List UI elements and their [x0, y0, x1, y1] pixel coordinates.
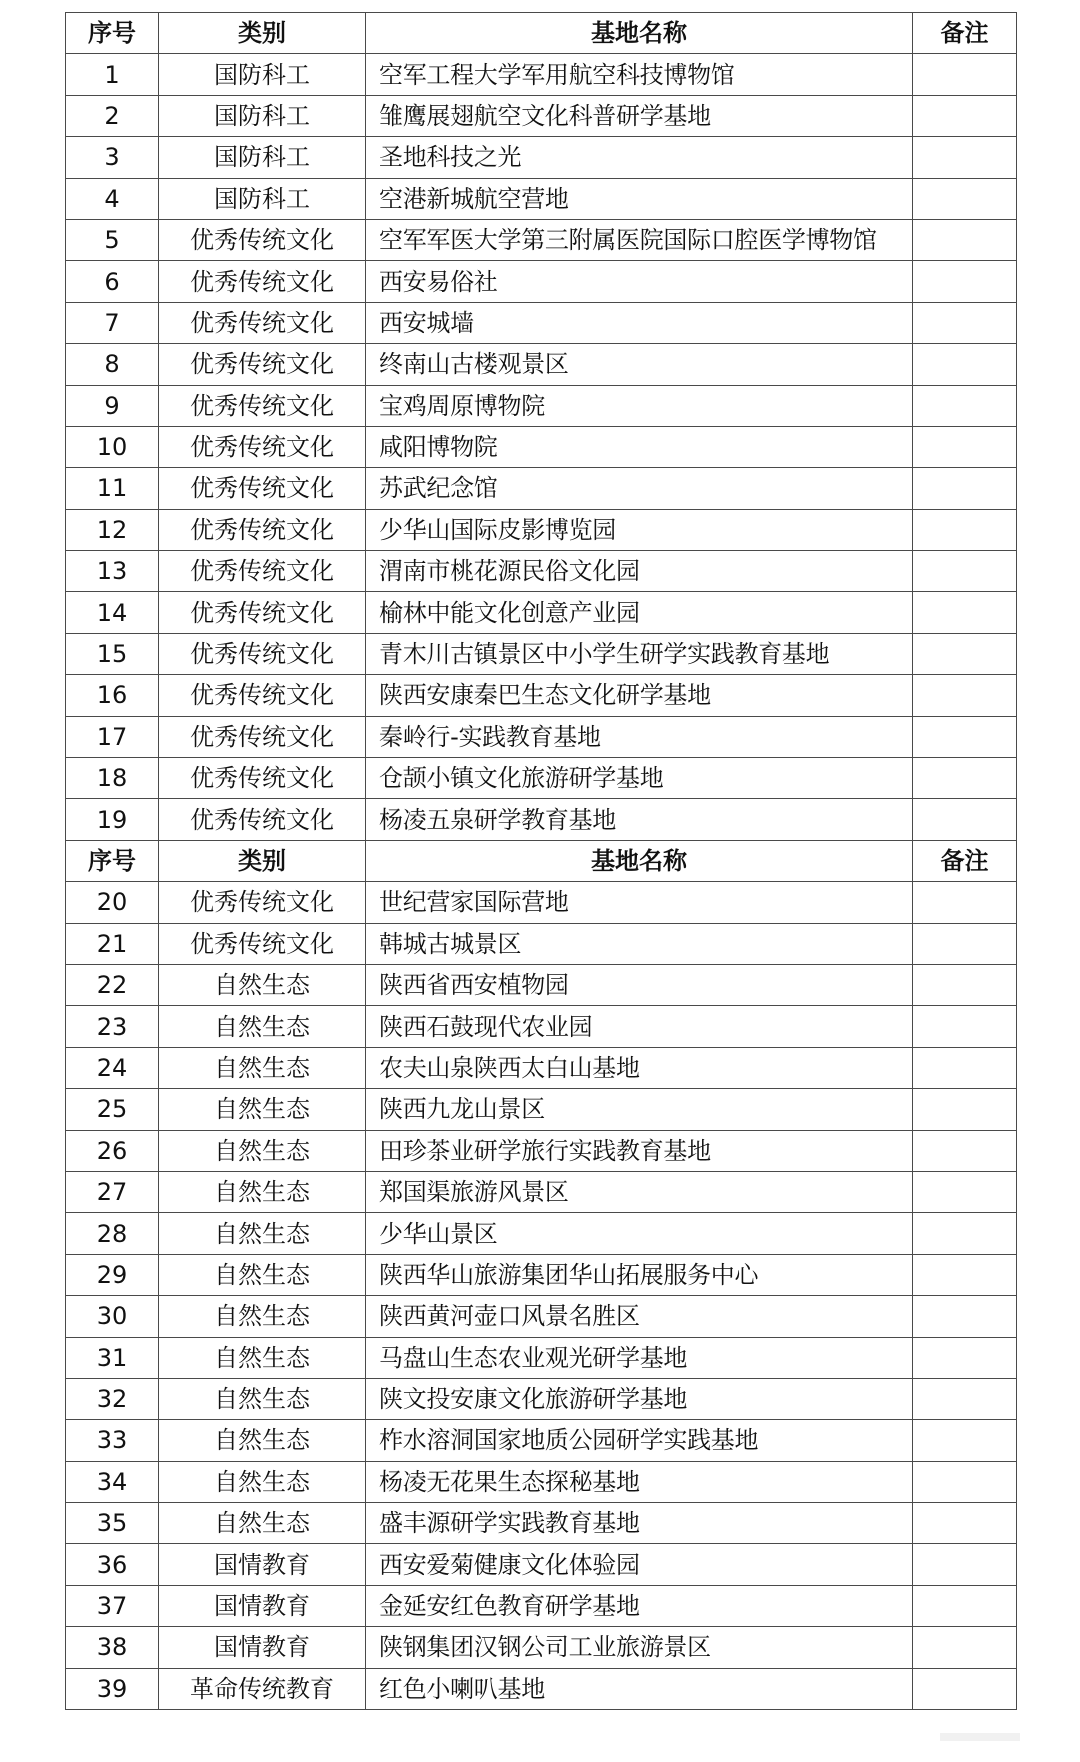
- row-number: 38: [66, 1627, 159, 1668]
- row-number: 20: [66, 882, 159, 923]
- header-name: 基地名称: [366, 840, 913, 881]
- table-row: [66, 1544, 1017, 1585]
- header-category: 类别: [159, 13, 366, 54]
- row-category: 优秀传统文化: [159, 716, 366, 757]
- row-category: 优秀传统文化: [159, 799, 366, 840]
- row-category: 革命传统教育: [159, 1668, 366, 1709]
- row-note: [913, 551, 1017, 592]
- row-note: [913, 1089, 1017, 1130]
- header-no: 序号: [66, 13, 159, 54]
- table-row: [66, 509, 1017, 550]
- row-category: 优秀传统文化: [159, 509, 366, 550]
- row-number: 23: [66, 1006, 159, 1047]
- row-category: 自然生态: [159, 1006, 366, 1047]
- row-category: 国防科工: [159, 54, 366, 95]
- row-category: 自然生态: [159, 1461, 366, 1502]
- table-row: [66, 1006, 1017, 1047]
- table-row: [66, 426, 1017, 467]
- row-note: [913, 633, 1017, 674]
- row-number: 17: [66, 716, 159, 757]
- row-base-name: 杨凌无花果生态探秘基地: [366, 1461, 913, 1502]
- table-row: [66, 1089, 1017, 1130]
- table-row: [66, 302, 1017, 343]
- table-row: [66, 1254, 1017, 1295]
- table-row: [66, 1130, 1017, 1171]
- table-row: [66, 1585, 1017, 1626]
- row-base-name: 陕西九龙山景区: [366, 1089, 913, 1130]
- table-row: [66, 882, 1017, 923]
- row-note: [913, 1668, 1017, 1709]
- table-body: [66, 13, 1017, 1710]
- row-note: [913, 426, 1017, 467]
- table-row: [66, 1171, 1017, 1212]
- row-note: [913, 219, 1017, 260]
- row-category: 自然生态: [159, 1213, 366, 1254]
- row-base-name: 陕西省西安植物园: [366, 964, 913, 1005]
- row-base-name: 空军军医大学第三附属医院国际口腔医学博物馆: [366, 219, 913, 260]
- row-base-name: 马盘山生态农业观光研学基地: [366, 1337, 913, 1378]
- header-name: 基地名称: [366, 13, 913, 54]
- row-category: 国情教育: [159, 1544, 366, 1585]
- table-row: [66, 1461, 1017, 1502]
- row-category: 优秀传统文化: [159, 592, 366, 633]
- table-row: [66, 675, 1017, 716]
- row-number: 4: [66, 178, 159, 219]
- row-note: [913, 1378, 1017, 1419]
- row-base-name: 杨凌五泉研学教育基地: [366, 799, 913, 840]
- table-row: [66, 1296, 1017, 1337]
- row-category: 自然生态: [159, 1130, 366, 1171]
- row-base-name: 青木川古镇景区中小学生研学实践教育基地: [366, 633, 913, 674]
- row-base-name: 终南山古楼观景区: [366, 344, 913, 385]
- table-row: [66, 1503, 1017, 1544]
- row-note: [913, 799, 1017, 840]
- row-note: [913, 509, 1017, 550]
- row-number: 7: [66, 302, 159, 343]
- row-base-name: 陕西黄河壶口风景名胜区: [366, 1296, 913, 1337]
- row-base-name: 宝鸡周原博物院: [366, 385, 913, 426]
- row-category: 自然生态: [159, 1254, 366, 1295]
- row-note: [913, 385, 1017, 426]
- table-row: [66, 468, 1017, 509]
- row-base-name: 陕西石鼓现代农业园: [366, 1006, 913, 1047]
- row-base-name: 柞水溶洞国家地质公园研学实践基地: [366, 1420, 913, 1461]
- row-note: [913, 1213, 1017, 1254]
- row-base-name: 红色小喇叭基地: [366, 1668, 913, 1709]
- row-note: [913, 1627, 1017, 1668]
- header-row-repeat: [66, 840, 1017, 881]
- row-base-name: 少华山景区: [366, 1213, 913, 1254]
- row-base-name: 西安城墙: [366, 302, 913, 343]
- row-number: 9: [66, 385, 159, 426]
- row-note: [913, 261, 1017, 302]
- row-category: 优秀传统文化: [159, 468, 366, 509]
- row-base-name: 空港新城航空营地: [366, 178, 913, 219]
- header-row: [66, 13, 1017, 54]
- row-base-name: 陕文投安康文化旅游研学基地: [366, 1378, 913, 1419]
- row-note: [913, 716, 1017, 757]
- watermark: [940, 1733, 1020, 1741]
- row-category: 国防科工: [159, 95, 366, 136]
- row-note: [913, 137, 1017, 178]
- row-base-name: 空军工程大学军用航空科技博物馆: [366, 54, 913, 95]
- row-number: 30: [66, 1296, 159, 1337]
- row-number: 3: [66, 137, 159, 178]
- row-number: 31: [66, 1337, 159, 1378]
- row-number: 10: [66, 426, 159, 467]
- row-note: [913, 1047, 1017, 1088]
- row-category: 优秀传统文化: [159, 633, 366, 674]
- row-note: [913, 1420, 1017, 1461]
- row-category: 优秀传统文化: [159, 219, 366, 260]
- row-number: 28: [66, 1213, 159, 1254]
- row-note: [913, 1254, 1017, 1295]
- row-category: 优秀传统文化: [159, 385, 366, 426]
- table-row: [66, 1047, 1017, 1088]
- row-category: 优秀传统文化: [159, 551, 366, 592]
- row-base-name: 陕钢集团汉钢公司工业旅游景区: [366, 1627, 913, 1668]
- table-row: [66, 54, 1017, 95]
- row-category: 自然生态: [159, 1378, 366, 1419]
- header-note: 备注: [913, 840, 1017, 881]
- row-category: 自然生态: [159, 1420, 366, 1461]
- row-number: 35: [66, 1503, 159, 1544]
- row-number: 21: [66, 923, 159, 964]
- row-base-name: 秦岭行-实践教育基地: [366, 716, 913, 757]
- row-number: 25: [66, 1089, 159, 1130]
- row-category: 国情教育: [159, 1585, 366, 1626]
- header-category: 类别: [159, 840, 366, 881]
- row-number: 36: [66, 1544, 159, 1585]
- row-category: 优秀传统文化: [159, 882, 366, 923]
- row-number: 19: [66, 799, 159, 840]
- row-number: 24: [66, 1047, 159, 1088]
- row-base-name: 圣地科技之光: [366, 137, 913, 178]
- table-row: [66, 1337, 1017, 1378]
- row-base-name: 少华山国际皮影博览园: [366, 509, 913, 550]
- row-note: [913, 882, 1017, 923]
- row-note: [913, 468, 1017, 509]
- row-category: 优秀传统文化: [159, 675, 366, 716]
- row-note: [913, 758, 1017, 799]
- row-note: [913, 302, 1017, 343]
- row-category: 自然生态: [159, 1337, 366, 1378]
- table-row: [66, 716, 1017, 757]
- row-number: 5: [66, 219, 159, 260]
- row-number: 27: [66, 1171, 159, 1212]
- table-row: [66, 261, 1017, 302]
- row-note: [913, 1585, 1017, 1626]
- table-row: [66, 344, 1017, 385]
- row-base-name: 农夫山泉陕西太白山基地: [366, 1047, 913, 1088]
- row-category: 自然生态: [159, 1503, 366, 1544]
- row-note: [913, 1503, 1017, 1544]
- row-number: 6: [66, 261, 159, 302]
- row-base-name: 西安易俗社: [366, 261, 913, 302]
- header-no: 序号: [66, 840, 159, 881]
- row-note: [913, 1544, 1017, 1585]
- row-base-name: 世纪营家国际营地: [366, 882, 913, 923]
- row-number: 1: [66, 54, 159, 95]
- table-row: [66, 219, 1017, 260]
- row-category: 自然生态: [159, 1047, 366, 1088]
- row-number: 15: [66, 633, 159, 674]
- table-row: [66, 592, 1017, 633]
- row-base-name: 郑国渠旅游风景区: [366, 1171, 913, 1212]
- row-category: 优秀传统文化: [159, 923, 366, 964]
- row-category: 优秀传统文化: [159, 426, 366, 467]
- row-category: 自然生态: [159, 964, 366, 1005]
- row-base-name: 田珍茶业研学旅行实践教育基地: [366, 1130, 913, 1171]
- row-note: [913, 592, 1017, 633]
- row-number: 29: [66, 1254, 159, 1295]
- row-base-name: 陕西安康秦巴生态文化研学基地: [366, 675, 913, 716]
- table-row: [66, 95, 1017, 136]
- row-category: 自然生态: [159, 1171, 366, 1212]
- row-base-name: 韩城古城景区: [366, 923, 913, 964]
- row-note: [913, 344, 1017, 385]
- row-base-name: 金延安红色教育研学基地: [366, 1585, 913, 1626]
- row-number: 16: [66, 675, 159, 716]
- table-row: [66, 964, 1017, 1005]
- row-note: [913, 1461, 1017, 1502]
- row-category: 优秀传统文化: [159, 261, 366, 302]
- row-category: 国情教育: [159, 1627, 366, 1668]
- row-number: 33: [66, 1420, 159, 1461]
- table-row: [66, 551, 1017, 592]
- row-number: 8: [66, 344, 159, 385]
- row-number: 34: [66, 1461, 159, 1502]
- table-row: [66, 1378, 1017, 1419]
- row-note: [913, 178, 1017, 219]
- row-base-name: 仓颉小镇文化旅游研学基地: [366, 758, 913, 799]
- row-category: 国防科工: [159, 178, 366, 219]
- table-row: [66, 1420, 1017, 1461]
- table-row: [66, 1627, 1017, 1668]
- row-number: 26: [66, 1130, 159, 1171]
- row-note: [913, 1130, 1017, 1171]
- row-number: 18: [66, 758, 159, 799]
- row-base-name: 盛丰源研学实践教育基地: [366, 1503, 913, 1544]
- table-row: [66, 385, 1017, 426]
- row-base-name: 西安爱菊健康文化体验园: [366, 1544, 913, 1585]
- row-note: [913, 1006, 1017, 1047]
- row-category: 自然生态: [159, 1296, 366, 1337]
- table-row: [66, 799, 1017, 840]
- row-number: 37: [66, 1585, 159, 1626]
- row-base-name: 陕西华山旅游集团华山拓展服务中心: [366, 1254, 913, 1295]
- row-note: [913, 964, 1017, 1005]
- row-number: 39: [66, 1668, 159, 1709]
- row-note: [913, 1171, 1017, 1212]
- row-note: [913, 1337, 1017, 1378]
- row-number: 14: [66, 592, 159, 633]
- study-base-table: [65, 12, 1017, 1710]
- row-number: 22: [66, 964, 159, 1005]
- row-number: 11: [66, 468, 159, 509]
- row-base-name: 苏武纪念馆: [366, 468, 913, 509]
- row-category: 自然生态: [159, 1089, 366, 1130]
- row-category: 国防科工: [159, 137, 366, 178]
- row-category: 优秀传统文化: [159, 302, 366, 343]
- row-number: 32: [66, 1378, 159, 1419]
- row-base-name: 榆林中能文化创意产业园: [366, 592, 913, 633]
- row-base-name: 雏鹰展翅航空文化科普研学基地: [366, 95, 913, 136]
- table-row: [66, 1213, 1017, 1254]
- table-row: [66, 137, 1017, 178]
- row-category: 优秀传统文化: [159, 758, 366, 799]
- row-number: 12: [66, 509, 159, 550]
- row-note: [913, 923, 1017, 964]
- table-row: [66, 758, 1017, 799]
- table-row: [66, 1668, 1017, 1709]
- row-number: 2: [66, 95, 159, 136]
- row-number: 13: [66, 551, 159, 592]
- table-row: [66, 923, 1017, 964]
- row-note: [913, 54, 1017, 95]
- row-category: 优秀传统文化: [159, 344, 366, 385]
- row-note: [913, 1296, 1017, 1337]
- row-base-name: 渭南市桃花源民俗文化园: [366, 551, 913, 592]
- table-row: [66, 178, 1017, 219]
- table-row: [66, 633, 1017, 674]
- header-note: 备注: [913, 13, 1017, 54]
- row-note: [913, 675, 1017, 716]
- row-base-name: 咸阳博物院: [366, 426, 913, 467]
- row-note: [913, 95, 1017, 136]
